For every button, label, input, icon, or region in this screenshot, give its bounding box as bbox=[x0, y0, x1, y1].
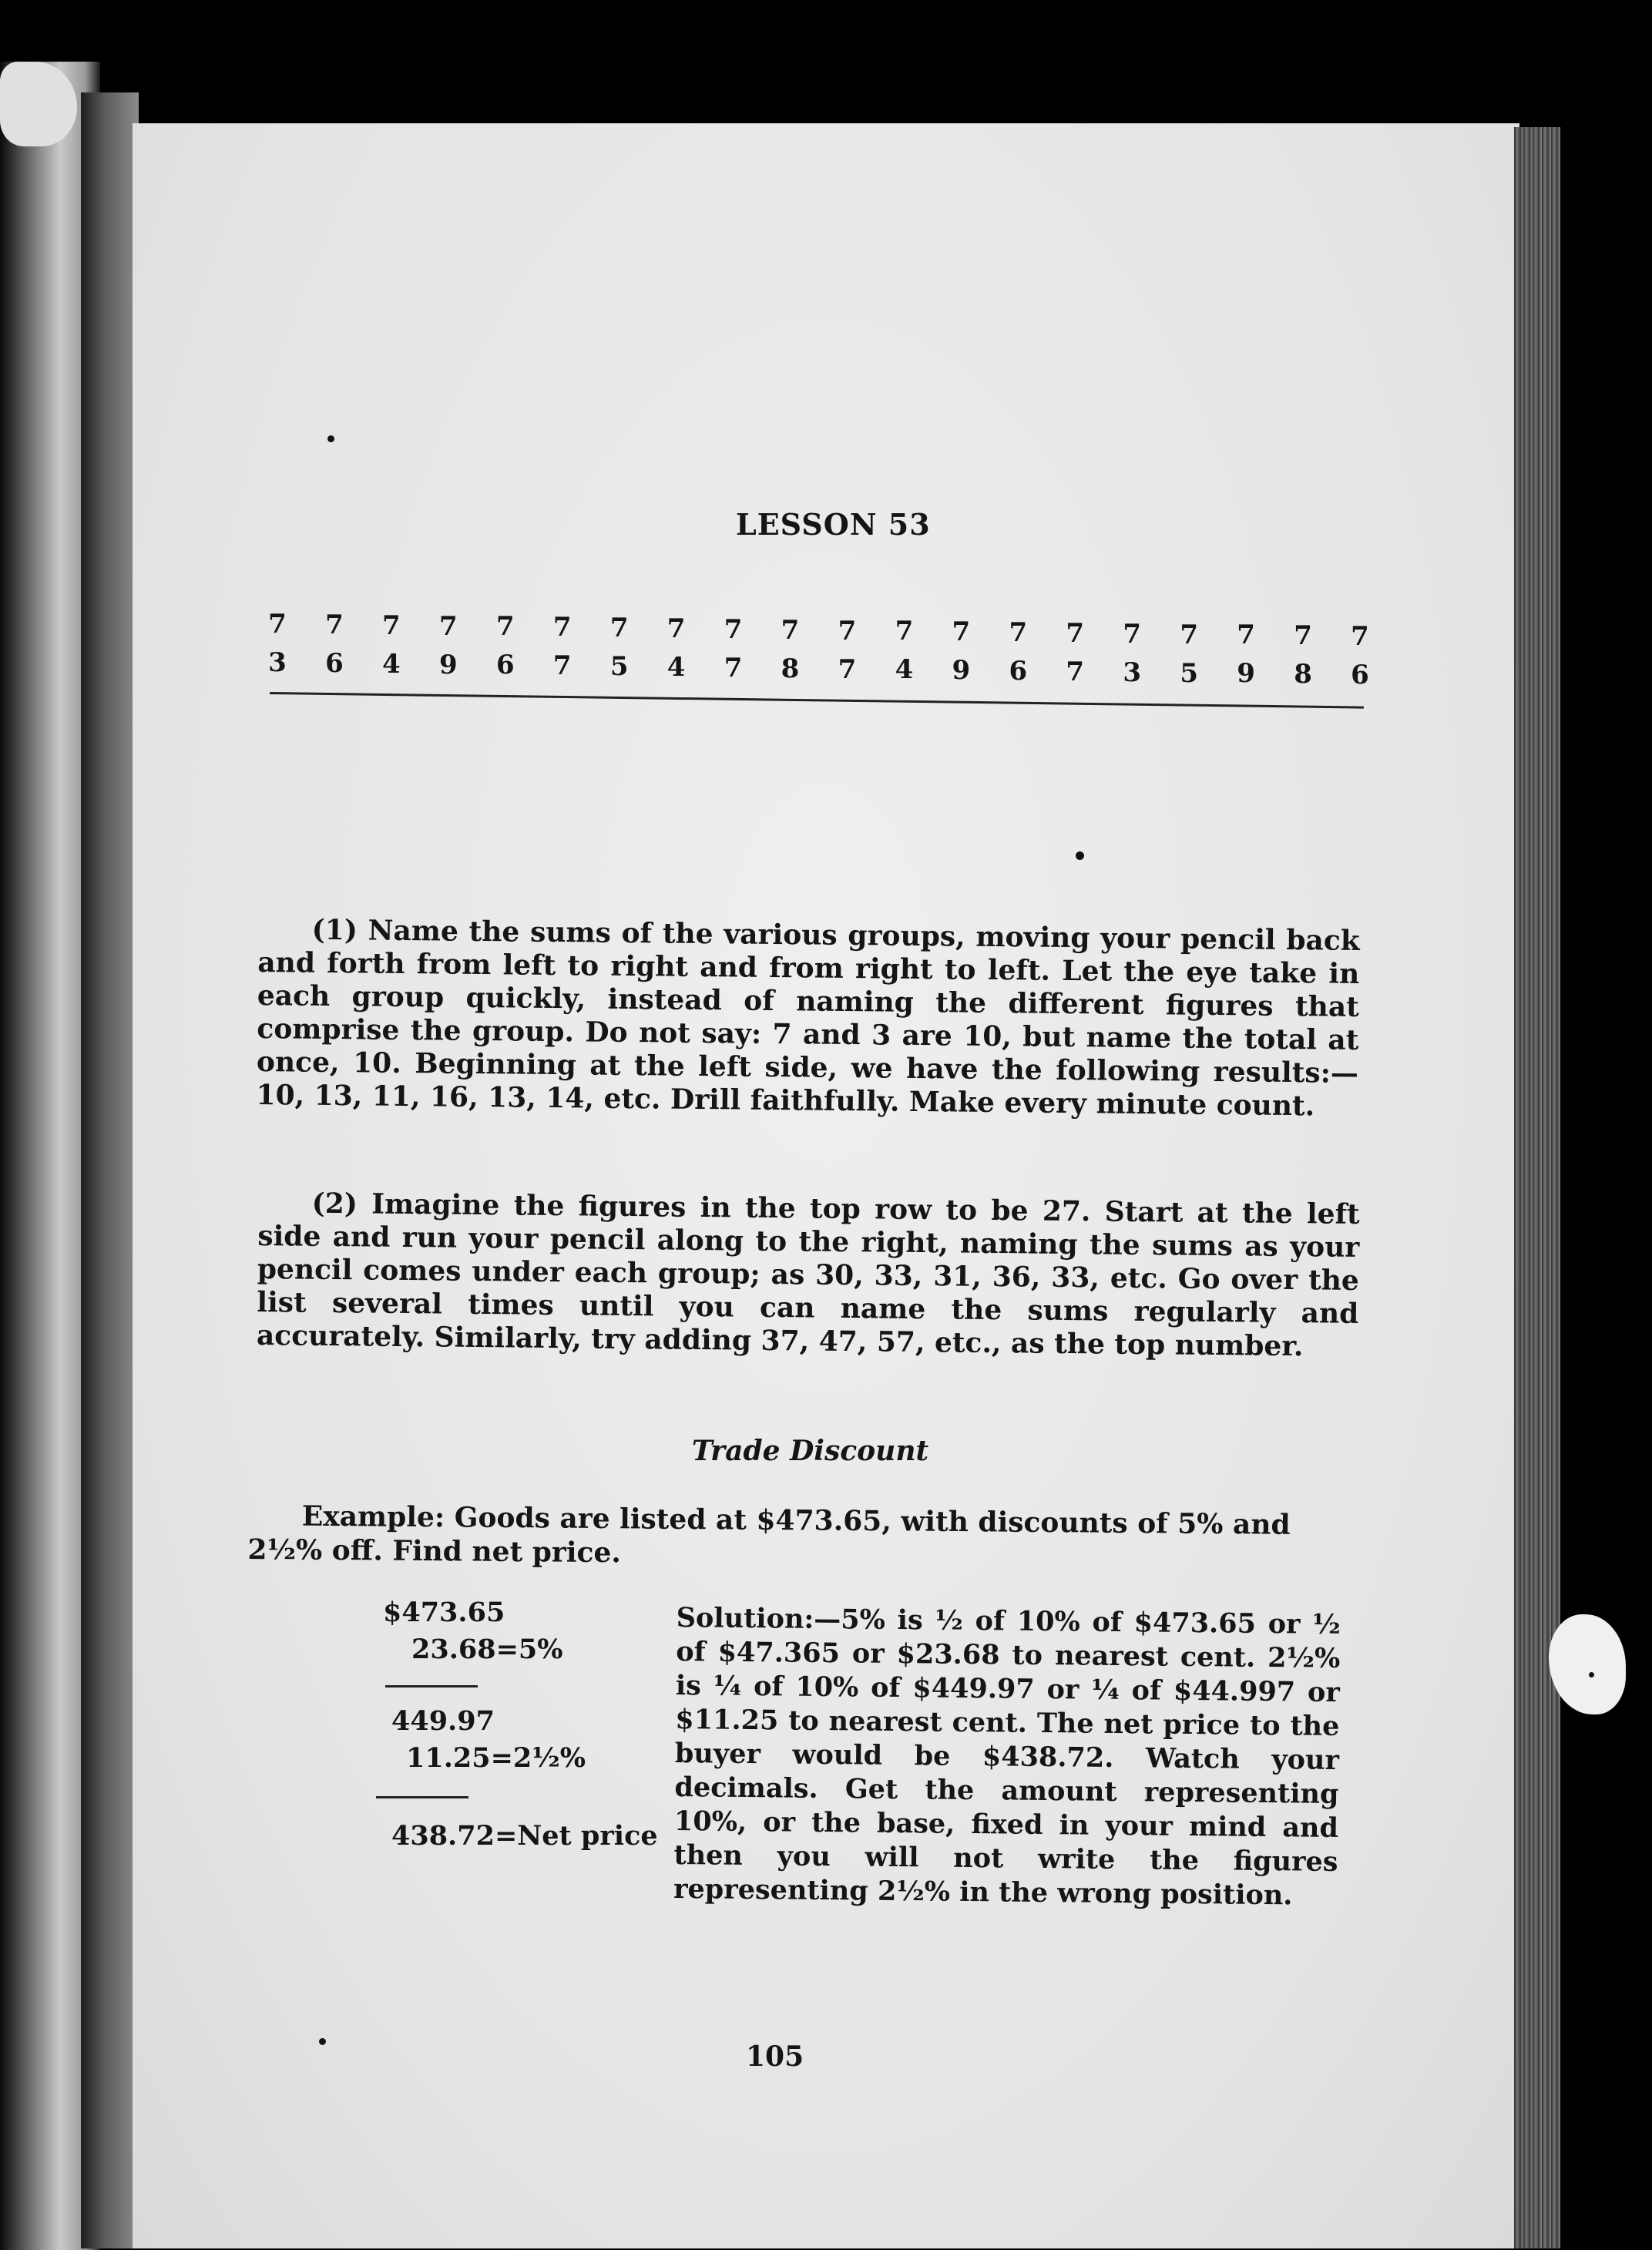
digit-bottom: 5 bbox=[609, 651, 629, 683]
digit-bottom: 6 bbox=[1351, 660, 1369, 691]
paragraph-1-text: (1) Name the sums of the various groups, moving your pencil back and forth from left to right and from right to left. Let the eye take in each group quickly, instead of naming the different figures that comprise the group. Do not say: 7 and 3 are 10, but name the total at once, 10. Beginning at the left side, we have the following results:—10, 13, 11, 16, 13, 14, etc. Drill faithfully. Make every minute count. bbox=[256, 913, 1360, 1123]
page-stack-edge bbox=[1514, 127, 1560, 2248]
calc-list-price: $473.65 bbox=[383, 1597, 505, 1628]
digit-top: 7 bbox=[438, 610, 458, 642]
digit-top: 7 bbox=[781, 614, 800, 646]
calc-net-price: 438.72=Net price bbox=[391, 1820, 658, 1852]
digit-bottom: 6 bbox=[325, 647, 344, 679]
section-title: Trade Discount bbox=[692, 1435, 929, 1467]
tape-residue bbox=[1549, 1614, 1626, 1714]
digit-top: 7 bbox=[1294, 620, 1312, 652]
digit-top: 7 bbox=[1009, 617, 1028, 649]
digit-top: 7 bbox=[609, 613, 629, 644]
digit-bottom: 8 bbox=[781, 653, 800, 684]
lesson-title: LESSON 53 bbox=[736, 507, 931, 542]
calc-subtotal: 449.97 bbox=[391, 1705, 495, 1737]
book-page bbox=[133, 123, 1519, 2248]
digit-bottom: 6 bbox=[495, 650, 515, 681]
digit-bottom: 3 bbox=[268, 647, 287, 678]
paragraph-2-text: (2) Imagine the figures in the top row to be 27. Start at the left side and run your pencil along to the right, naming the sums as your pencil comes under each group; as 30, 33, 31, 36, 33, etc. Go over the list several times until you can name the sums regularly and accurately. Similarly, try adding 37, 47, 57, etc., as the top number. bbox=[256, 1187, 1360, 1363]
digit-top: 7 bbox=[325, 609, 344, 640]
digit-bottom: 4 bbox=[667, 651, 686, 683]
instruction-paragraph-1 bbox=[256, 913, 1360, 1123]
digit-bottom: 9 bbox=[1237, 658, 1255, 690]
instruction-paragraph-2 bbox=[257, 1187, 1360, 1364]
digit-bottom: 4 bbox=[895, 654, 914, 686]
digit-bottom: 6 bbox=[1009, 656, 1028, 687]
digit-top: 7 bbox=[838, 615, 857, 646]
book-gutter bbox=[81, 92, 139, 2248]
digit-top: 7 bbox=[1180, 619, 1198, 650]
page-number: 105 bbox=[746, 2040, 804, 2073]
digit-top: 7 bbox=[552, 612, 572, 643]
solution-paragraph: Solution:—5% is ½ of 10% of $473.65 or ½ of $47.365 or $23.68 to nearest cent. 2½% is ¼ of 10% of $449.97 or ¼ of $44.997 or $11.25 to nearest cent. The net price to the buyer would be $438.72. Watch your decimals. Get the amount representing 10%, or the base, fixed in your mind and then you will not write the figures representing 2½% in the wrong position. bbox=[673, 1602, 1341, 1912]
digit-bottom: 7 bbox=[552, 650, 572, 682]
example-text: Example: Goods are listed at $473.65, with discounts of 5% and 2½% off. Find net price. bbox=[247, 1499, 1291, 1570]
digit-top: 7 bbox=[1351, 621, 1369, 653]
digit-bottom: 9 bbox=[438, 649, 458, 680]
calc-second-discount: 11.25=2½% bbox=[406, 1742, 586, 1774]
digit-bottom: 7 bbox=[838, 653, 857, 685]
digit-top: 7 bbox=[724, 613, 743, 645]
speck bbox=[327, 435, 334, 442]
digit-bottom: 5 bbox=[1180, 657, 1198, 689]
digit-bottom: 8 bbox=[1294, 659, 1312, 690]
speck bbox=[1076, 851, 1084, 860]
digit-top: 7 bbox=[268, 609, 287, 640]
digit-bottom: 7 bbox=[724, 652, 743, 683]
digit-bottom: 7 bbox=[1066, 656, 1085, 687]
calc-first-discount: 23.68=5% bbox=[411, 1634, 563, 1665]
calc-rule-2 bbox=[376, 1796, 468, 1798]
digit-top: 7 bbox=[495, 611, 515, 643]
digit-top: 7 bbox=[1123, 618, 1142, 650]
speck bbox=[1589, 1672, 1594, 1677]
digit-bottom: 3 bbox=[1123, 657, 1142, 688]
digit-bottom: 9 bbox=[952, 655, 971, 687]
digit-top: 7 bbox=[382, 610, 401, 641]
digit-bottom: 4 bbox=[382, 648, 401, 680]
digit-top: 7 bbox=[952, 616, 971, 648]
digit-top: 7 bbox=[895, 616, 914, 647]
digit-top: 7 bbox=[1066, 617, 1085, 649]
example-paragraph bbox=[247, 1499, 1350, 1576]
digit-top: 7 bbox=[667, 613, 686, 644]
digit-top: 7 bbox=[1237, 620, 1255, 651]
calc-rule-1 bbox=[385, 1685, 478, 1688]
speck bbox=[319, 2038, 326, 2045]
